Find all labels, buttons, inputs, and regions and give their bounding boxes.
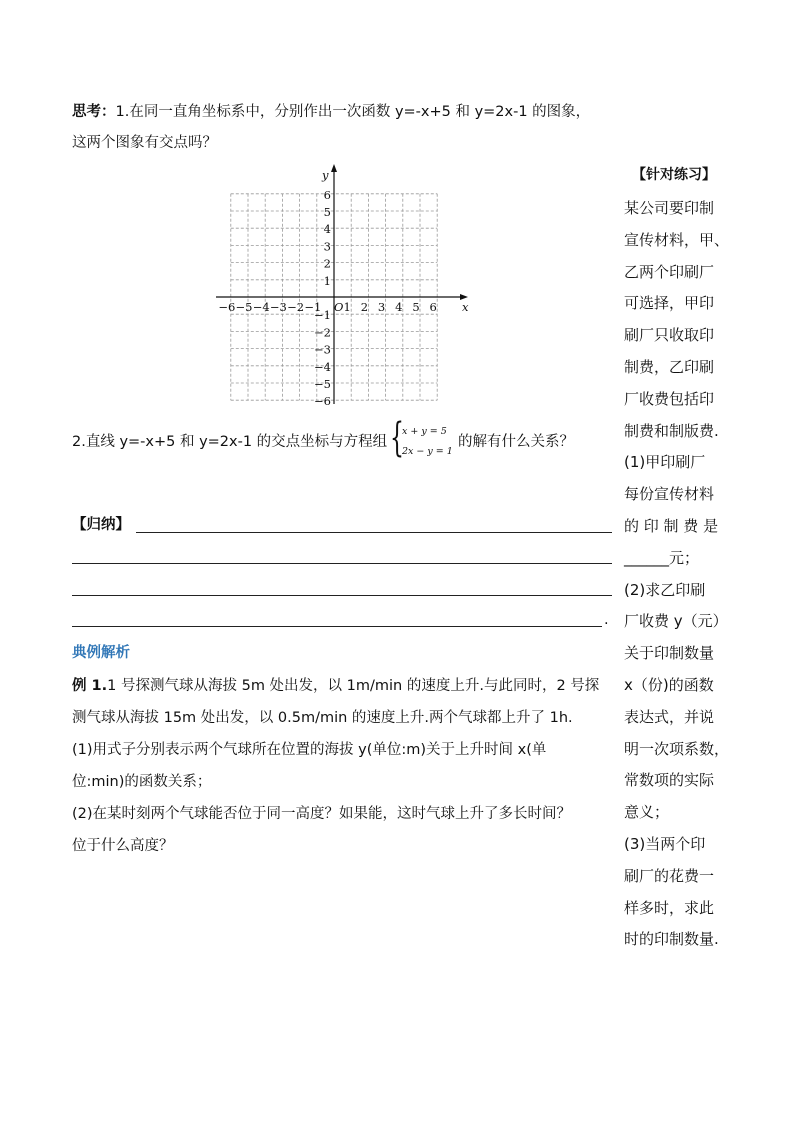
practice-line: 刷厂只收取印 xyxy=(624,326,715,345)
coordinate-plane xyxy=(210,160,475,410)
practice-line: 常数项的实际 xyxy=(624,771,715,790)
x-tick-label: −1 xyxy=(304,300,322,314)
x-tick-label: 1 xyxy=(343,300,351,314)
equation-1: x + y = 5 xyxy=(402,426,447,437)
example-line-6: 位于什么高度？ xyxy=(72,838,174,854)
summary-label: 【归纳】 xyxy=(72,517,130,533)
example-line-1 xyxy=(72,676,599,696)
y-tick-label: 5 xyxy=(323,205,331,219)
practice-line: 样多时，求此 xyxy=(624,898,715,917)
x-tick-label: 6 xyxy=(429,300,437,314)
x-axis-label: x xyxy=(462,300,469,314)
x-tick-label: −5 xyxy=(235,300,253,314)
practice-line: 表达式，并说 xyxy=(624,707,715,726)
equation-2: 2x − y = 1 xyxy=(402,446,453,457)
summary-blank-line-4 xyxy=(72,626,602,627)
practice-line: 每份宣传材料 xyxy=(624,485,715,504)
practice-line: 某公司要印制 xyxy=(624,199,715,217)
example-label: 例 1. xyxy=(72,678,108,694)
practice-line: 刷厂的花费一 xyxy=(624,866,715,885)
practice-line: 意义； xyxy=(624,803,670,822)
practice-column xyxy=(624,193,732,956)
think-question-2 xyxy=(72,432,387,452)
y-tick-label: 1 xyxy=(323,273,331,288)
y-tick-label: 6 xyxy=(323,187,331,202)
example-line-3: (1)用式子分别表示两个气球所在位置的海拔 y(单位:m)关于上升时间 x(单 xyxy=(72,742,547,758)
y-tick-label: −3 xyxy=(314,342,331,357)
origin-label: O xyxy=(334,300,344,314)
practice-line: 明一次项系数， xyxy=(624,739,730,758)
summary-blank-line-2 xyxy=(72,563,612,564)
y-axis-label: y xyxy=(322,168,329,182)
example-line-2: 测气球从海拔 15m 处出发，以 0.5m/min 的速度上升.两个气球都上升了 1h. xyxy=(72,710,573,726)
y-tick-label: −1 xyxy=(314,308,331,323)
practice-line: 厂收费包括印 xyxy=(624,389,715,408)
x-tick-label: 5 xyxy=(412,300,420,314)
summary-blank-line-1 xyxy=(136,532,612,533)
equation-system xyxy=(390,415,456,464)
think-label: 思考： xyxy=(72,104,116,120)
practice-line: 宣传材料，甲、 xyxy=(624,230,730,249)
practice-line: 乙两个印刷厂 xyxy=(624,262,715,281)
x-tick-label: 3 xyxy=(377,300,386,314)
x-tick-label: 2 xyxy=(360,300,369,314)
think-question-1-text: 1.在同一直角坐标系中，分别作出一次函数 y=-x+5 和 y=2x-1 的图象， xyxy=(115,104,591,120)
think-question-1-line-2: 这两个图象有交点吗？ xyxy=(72,135,217,151)
example-text-1: 1 号探测气球从海拔 5m 处出发，以 1m/min 的速度上升.与此同时，2 号探 xyxy=(107,678,600,694)
practice-line: 厂收费 y（元） xyxy=(624,612,728,631)
y-tick-label: 4 xyxy=(323,222,331,237)
y-tick-label: −2 xyxy=(314,325,331,340)
x-tick-label: 4 xyxy=(395,300,403,314)
summary-end-mark: . xyxy=(604,612,609,628)
y-tick-label: −5 xyxy=(314,377,331,391)
section-title-example: 典例解析 xyxy=(72,645,130,661)
y-tick-label: 2 xyxy=(323,256,331,271)
think-question-2-suffix: 的解有什么关系？ xyxy=(458,434,574,450)
practice-line: (2)求乙印刷 xyxy=(624,580,706,599)
think-question-1-line-1 xyxy=(72,102,590,122)
practice-line: ______元； xyxy=(624,548,700,567)
practice-line: 制费，乙印刷 xyxy=(624,357,715,376)
practice-line: 可选择，甲印 xyxy=(624,294,715,313)
x-tick-label: −3 xyxy=(269,300,287,314)
y-tick-label: 3 xyxy=(323,239,331,254)
y-tick-label: −4 xyxy=(314,359,331,374)
practice-line: (3)当两个印 xyxy=(624,834,706,853)
x-tick-label: −2 xyxy=(287,300,305,314)
practice-line: 的 印 制 费 是 xyxy=(624,516,719,535)
example-line-5: (2)在某时刻两个气球能否位于同一高度？如果能，这时气球上升了多长时间？ xyxy=(72,806,572,822)
think-question-2-text: 2.直线 y=-x+5 和 y=2x-1 的交点坐标与方程组 xyxy=(72,434,388,450)
summary-blank-line-3 xyxy=(72,595,612,596)
practice-line: x（份)的函数 xyxy=(624,675,714,694)
practice-line: 制费和制版费. xyxy=(624,421,719,440)
y-axis-arrow xyxy=(331,164,337,172)
x-tick-label: −4 xyxy=(252,300,270,314)
practice-line: 关于印制数量 xyxy=(624,644,715,663)
example-line-4: 位:min)的函数关系； xyxy=(72,774,212,790)
practice-line: (1)甲印刷厂 xyxy=(624,453,706,472)
practice-line: 时的印制数量. xyxy=(624,930,719,949)
brace-symbol: { xyxy=(390,415,404,461)
x-tick-label: −6 xyxy=(218,300,236,314)
y-tick-label: −6 xyxy=(314,394,331,409)
practice-title: 【针对练习】 xyxy=(632,167,716,183)
